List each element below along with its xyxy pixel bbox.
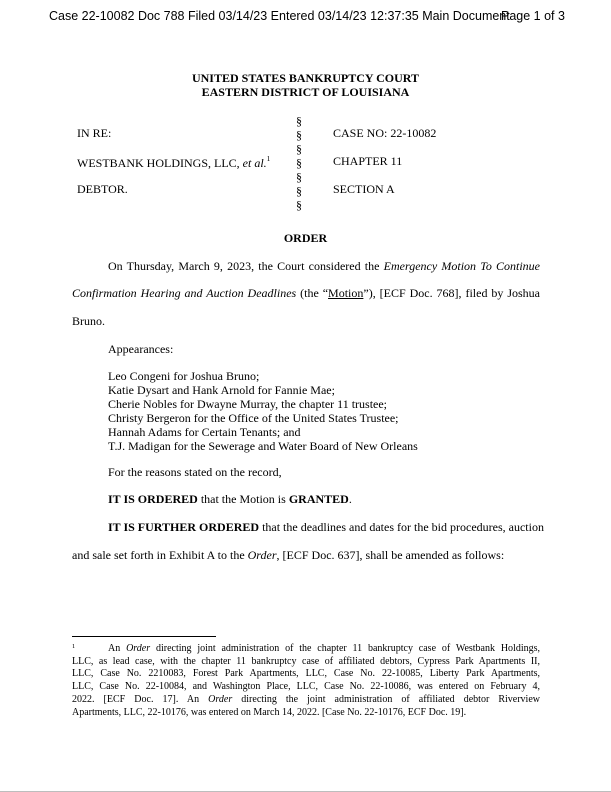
appearance-item: Christy Bergeron for the Office of the United States Trustee;: [108, 411, 399, 425]
reasons-text: For the reasons stated on the record,: [108, 465, 282, 479]
footnote-text: An: [108, 643, 121, 654]
footnote-separator: [72, 636, 216, 637]
section-mark: §: [296, 170, 302, 184]
section-mark: §: [296, 128, 302, 142]
footnote-line-3: LLC, Case No. 2210083, Forest Park Apartments, LLC, Case No. 22-10085, Liberty Park Apartments,: [72, 668, 540, 679]
further-ordered-text-b: , [ECF Doc. 637], shall be amended as follows:: [276, 548, 505, 562]
appearance-item: Cherie Nobles for Dwayne Murray, the chapter 11 trustee;: [108, 397, 388, 411]
footnote-text: 2022. [ECF Doc. 17]. An: [72, 694, 200, 705]
debtor-label: DEBTOR.: [77, 182, 128, 196]
footnote-order: Order: [208, 694, 233, 705]
p1-text-a: On Thursday, March 9, 2023, the Court considered the: [108, 259, 380, 273]
court-district: EASTERN DISTRICT OF LOUISIANA: [201, 85, 410, 99]
ordered-heading: IT IS ORDERED: [108, 492, 198, 506]
appearance-item: Hannah Adams for Certain Tenants; and: [108, 425, 301, 439]
footnote-number-sup: 1: [72, 643, 76, 650]
appearance-item: Leo Congeni for Joshua Bruno;: [108, 369, 260, 383]
appearances-list: [108, 369, 418, 453]
case-number: CASE NO: 22-10082: [333, 126, 437, 140]
case-header: Case 22-10082 Doc 788 Filed 03/14/23 Entered 03/14/23 12:37:35 Main Document: [49, 9, 510, 23]
paragraph-1-line-2: [72, 286, 540, 301]
footnote-line-1: [108, 643, 540, 656]
section-mark: §: [296, 198, 302, 212]
section-mark: §: [296, 156, 302, 170]
footnote-ref: 1: [266, 154, 271, 163]
footnote-line-2: LLC, as lead case, with the chapter 11 bankruptcy case of affiliated debtors, Cypress Park Apartments II,: [72, 656, 540, 667]
footnote-number: [72, 641, 75, 657]
appearance-item: Katie Dysart and Hank Arnold for Fannie Mae;: [108, 383, 335, 397]
ordered-paragraph-2-line-1: [108, 520, 544, 535]
motion-title-part-1: Emergency Motion To Continue: [383, 259, 541, 273]
ordered-paragraph-1: [108, 492, 352, 507]
footnote-line-6: Apartments, LLC, 22-10176, was entered on March 14, 2022. [Case No. 22-10176, ECF Doc. 19].: [72, 707, 467, 718]
p1-text-b: (the “: [300, 286, 329, 300]
section-mark: §: [296, 114, 302, 128]
order-title: ORDER: [283, 231, 328, 245]
section: SECTION A: [333, 182, 395, 196]
p1-text-c: ”), [ECF Doc. 768], filed by Joshua: [363, 286, 540, 300]
paragraph-1-line-3: Bruno.: [72, 314, 105, 328]
paragraph-1-line-1: [108, 259, 540, 274]
footnote-text: directing joint administration of the chapter 11 bankruptcy case of Westbank Holdings,: [155, 643, 540, 654]
motion-defined-term: Motion: [328, 286, 364, 300]
court-name: UNITED STATES BANKRUPTCY COURT: [191, 71, 420, 85]
further-ordered-heading: IT IS FURTHER ORDERED: [108, 520, 260, 534]
in-re-label: IN RE:: [77, 126, 112, 140]
page-info: Page 1 of 3: [501, 9, 565, 23]
appearance-item: T.J. Madigan for the Sewerage and Water Board of New Orleans: [108, 439, 418, 453]
ordered-paragraph-2-line-2: [72, 548, 504, 563]
footnote-order: Order: [126, 643, 151, 654]
further-ordered-text-a: and sale set forth in Exhibit A to the: [72, 548, 245, 562]
granted-text: GRANTED: [288, 492, 349, 506]
et-al: et al.: [242, 156, 267, 170]
order-reference: Order: [247, 548, 277, 562]
footnote-line-5: [72, 694, 540, 707]
further-ordered-text: that the deadlines and dates for the bid procedures, auction: [262, 520, 544, 534]
section-marks: [296, 114, 302, 212]
footnote-line-4: LLC, Case No. 22-10084, and Washington Place, LLC, Case No. 22-10086, was entered on February 4,: [72, 681, 540, 692]
debtor-name: [77, 154, 270, 171]
ordered-text: that the Motion is: [200, 492, 286, 506]
footnote-text: directing the joint administration of affiliated debtor Riverview: [241, 694, 540, 705]
ordered-end: .: [348, 492, 352, 506]
appearances-label: Appearances:: [108, 342, 174, 356]
section-mark: §: [296, 142, 302, 156]
motion-title-part-2: Confirmation Hearing and Auction Deadlines: [72, 286, 297, 300]
chapter: CHAPTER 11: [333, 154, 403, 168]
section-mark: §: [296, 184, 302, 198]
debtor-name-text: WESTBANK HOLDINGS, LLC,: [77, 156, 240, 170]
